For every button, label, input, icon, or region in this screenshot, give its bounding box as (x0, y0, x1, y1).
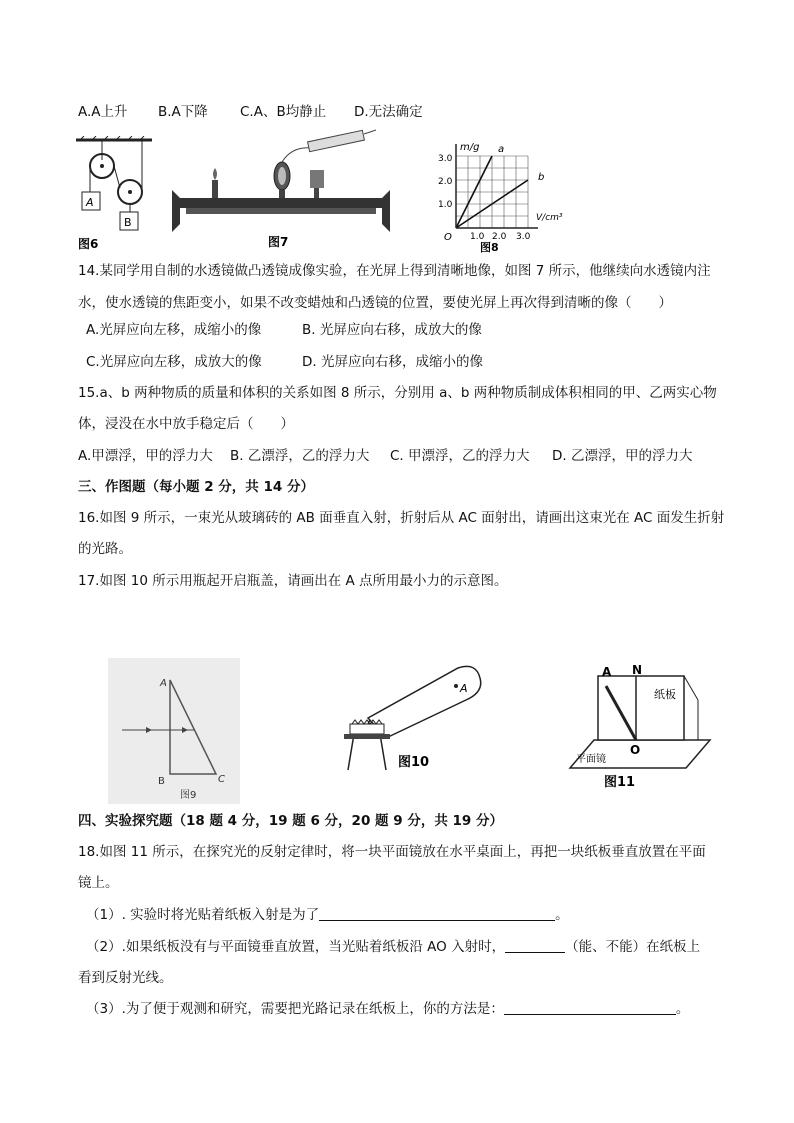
fig7-label: 图7 (268, 235, 289, 249)
q16-stem-line2: 的光路。 (78, 541, 132, 557)
q18-sub1-answer-blank[interactable] (319, 906, 555, 921)
fig8-label: 图8 (480, 241, 499, 254)
fig8-xlabel: V/cm³ (536, 213, 563, 223)
figure-10-bottle-opener (342, 652, 490, 778)
fig8-ylabel: m/g (460, 142, 480, 153)
q18-sub2 (86, 937, 700, 957)
figure-11-mirror-board (566, 664, 714, 792)
q18-sub1-text: （1）. 实验时将光贴着纸板入射是为了 (86, 907, 320, 923)
fig6-box-a: A (86, 196, 94, 209)
q17-stem: 17.如图 10 所示用瓶起开启瓶盖，请画出在 A 点所用最小力的示意图。 (78, 573, 508, 589)
q13-option-b: B.A下降 (158, 104, 208, 120)
fig6-box-b: B (124, 216, 132, 229)
figure-6-pulley (74, 136, 154, 252)
fig9-vertex-c: C (218, 774, 225, 785)
q14-option-d: D. 光屏应向右移，成缩小的像 (302, 354, 483, 370)
fig9-label: 图9 (180, 790, 197, 801)
q18-stem-line1: 18.如图 11 所示，在探究光的反射定律时，将一块平面镜放在水平桌面上，再把一块纸板垂直放置在平面 (78, 844, 706, 860)
fig10-point-a: A (460, 682, 468, 695)
fig8-ytick: 2.0 (438, 177, 453, 187)
fig8-xtick: 2.0 (492, 232, 507, 242)
section-4-heading: 四、实验探究题（18 题 4 分，19 题 6 分，20 题 9 分，共 19 分） (78, 813, 504, 829)
figure-7-optical-bench (162, 128, 394, 252)
q15-stem-line1: 15.a、b 两种物质的质量和体积的关系如图 8 所示，分别用 a、b 两种物质制成体积相同的甲、乙两实心物 (78, 385, 717, 401)
q13-option-c: C.A、B均静止 (240, 104, 327, 120)
fig11-label-o: O (630, 743, 641, 757)
q18-sub1-end: 。 (555, 907, 569, 923)
q15-stem-line2: 体，浸没在水中放手稳定后（ ） (78, 416, 294, 432)
q16-stem-line1: 16.如图 9 所示，一束光从玻璃砖的 AB 面垂直入射，折射后从 AC 面射出，请画出这束光在 AC 面发生折射 (78, 510, 725, 526)
fig8-origin: O (444, 232, 452, 243)
figure-9-glass-prism (108, 658, 240, 804)
q13-option-a: A.A上升 (78, 104, 128, 120)
fig8-xtick: 3.0 (516, 232, 531, 242)
q18-sub1 (86, 905, 569, 925)
fig8-ytick: 3.0 (438, 154, 453, 164)
q18-sub2-end: （能、不能）在纸板上 (565, 939, 701, 955)
q14-stem-line2: 水，使水透镜的焦距变小，如果不改变蜡烛和凸透镜的位置，要使光屏上再次得到清晰的像（ ） (78, 295, 672, 311)
q15-option-a: A.甲漂浮，甲的浮力大 (78, 448, 213, 464)
q18-sub2-line2: 看到反射光线。 (78, 970, 173, 986)
fig11-mirror-label: 平面镜 (576, 754, 606, 765)
figure-8-mass-volume-chart (426, 138, 566, 256)
fig10-label: 图10 (398, 755, 430, 770)
fig8-grid (456, 156, 528, 228)
fig8-line-a-label: a (498, 144, 505, 155)
q14-option-c: C.光屏应向左移，成放大的像 (86, 354, 262, 370)
q15-option-b: B. 乙漂浮，乙的浮力大 (230, 448, 370, 464)
q18-stem-line2: 镜上。 (78, 875, 119, 891)
fig11-label-a: A (602, 665, 612, 679)
q14-option-a: A.光屏应向左移，成缩小的像 (86, 322, 262, 338)
fig8-xtick: 1.0 (470, 232, 485, 242)
q18-sub2-text: （2）.如果纸板没有与平面镜垂直放置，当光贴着纸板沿 AO 入射时， (86, 939, 506, 955)
q18-sub3-end: 。 (675, 1001, 690, 1017)
q18-sub3 (86, 999, 689, 1019)
q15-option-d: D. 乙漂浮，甲的浮力大 (552, 448, 693, 464)
q15-option-c: C. 甲漂浮，乙的浮力大 (390, 448, 530, 464)
q14-stem-line1: 14.某同学用自制的水透镜做凸透镜成像实验，在光屏上得到清晰地像，如图 7 所示，他继续向水透镜内注 (78, 263, 711, 279)
q18-sub2-answer-blank[interactable] (505, 938, 565, 953)
fig11-paper-label: 纸板 (654, 688, 676, 701)
q14-option-b: B. 光屏应向右移，成放大的像 (302, 322, 482, 338)
q18-sub3-answer-blank[interactable] (504, 1000, 676, 1015)
q13-option-d: D.无法确定 (354, 104, 423, 120)
fig9-vertex-a: A (160, 678, 167, 689)
fig8-line-b-label: b (538, 172, 545, 183)
fig9-vertex-b: B (158, 776, 165, 787)
fig8-ytick: 1.0 (438, 200, 453, 210)
fig11-label: 图11 (604, 775, 636, 790)
section-3-heading: 三、作图题（每小题 2 分，共 14 分） (78, 479, 314, 495)
fig11-label-n: N (632, 664, 643, 677)
q18-sub3-text: （3）.为了便于观测和研究，需要把光路记录在纸板上，你的方法是： (86, 1001, 504, 1017)
fig6-label: 图6 (78, 237, 99, 251)
